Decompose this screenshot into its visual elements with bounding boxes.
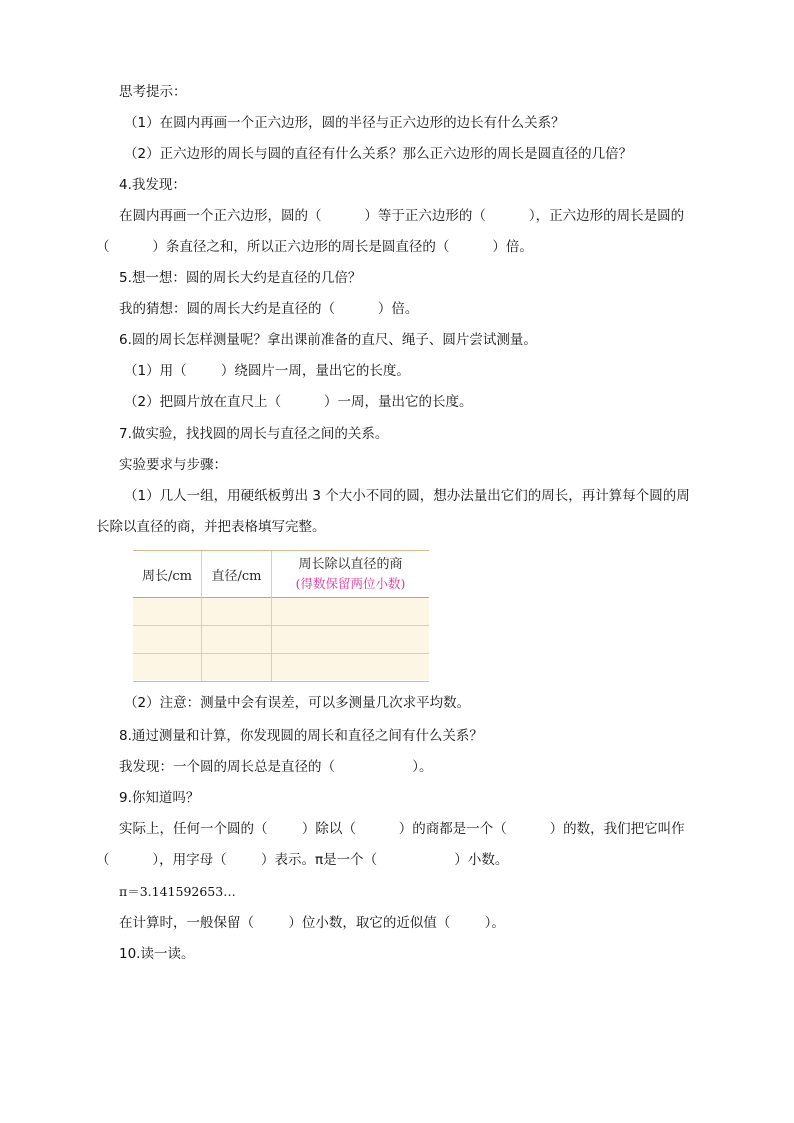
section-4-title: 4.我发现： (119, 177, 186, 193)
section-4-line-2: （ ）条直径之和，所以正六边形的周长是圆直径的（ ）倍。 (96, 239, 533, 255)
table-row (133, 654, 429, 680)
header-circumference: 周长/cm (142, 568, 192, 584)
hint-2: （2）正六边形的周长与圆的直径有什么关系？那么正六边形的周长是圆直径的几倍？ (124, 146, 633, 162)
pi-value: π＝3.141592653… (119, 884, 236, 899)
section-6-title: 6.圆的周长怎样测量呢？拿出课前准备的直尺、绳子、圆片尝试测量。 (119, 332, 537, 348)
table-row (133, 626, 429, 654)
table-row (133, 598, 429, 626)
section-6-item-1: （1）用（ ）绕圆片一周，量出它的长度。 (124, 363, 410, 379)
header-diameter: 直径/cm (211, 568, 262, 584)
section-8-title: 8.通过测量和计算，你发现圆的周长和直径之间有什么关系？ (119, 728, 483, 744)
section-8-finding: 我发现：一个圆的周长总是直径的（ ）。 (119, 759, 433, 775)
section-7-title: 7.做实验，找找圆的周长与直径之间的关系。 (119, 426, 389, 442)
section-5-guess: 我的猜想：圆的周长大约是直径的（ ）倍。 (119, 301, 419, 317)
section-7-requirements: 实验要求与步骤： (119, 457, 227, 473)
section-6-item-2: （2）把圆片放在直尺上（ ）一周，量出它的长度。 (124, 394, 473, 410)
section-9-title: 9.你知道吗？ (119, 790, 200, 806)
header-quotient (272, 551, 429, 597)
hint-1: （1）在圆内再画一个正六边形，圆的半径与正六边形的边长有什么关系？ (124, 115, 565, 131)
section-7-item-1-a: （1）几人一组，用硬纸板剪出 3 个大小不同的圆，想办法量出它们的周长，再计算每个圆的周 (124, 488, 690, 504)
hint-title: 思考提示： (119, 84, 187, 100)
section-10-title: 10.读一读。 (119, 946, 195, 962)
section-5-title: 5.想一想：圆的周长大约是直径的几倍？ (119, 270, 362, 286)
measurement-table (133, 550, 429, 682)
section-7-item-2: （2）注意：测量中会有误差，可以多测量几次求平均数。 (124, 695, 471, 711)
section-9-line-1: 实际上，任何一个圆的（ ）除以（ ）的商都是一个（ ）的数，我们把它叫作 (119, 821, 685, 837)
header-quotient-label: 周长除以直径的商 (298, 557, 403, 572)
section-7-item-1-b: 长除以直径的商，并把表格填写完整。 (96, 519, 326, 535)
header-quotient-note: (得数保留两位小数) (295, 576, 406, 591)
section-4-line-1: 在圆内再画一个正六边形，圆的（ ）等于正六边形的（ ），正六边形的周长是圆的 (119, 208, 685, 224)
section-9-calc: 在计算时，一般保留（ ）位小数，取它的近似值（ ）。 (119, 915, 505, 931)
section-9-line-2: （ ），用字母（ ）表示。π是一个（ ）小数。 (96, 852, 509, 868)
